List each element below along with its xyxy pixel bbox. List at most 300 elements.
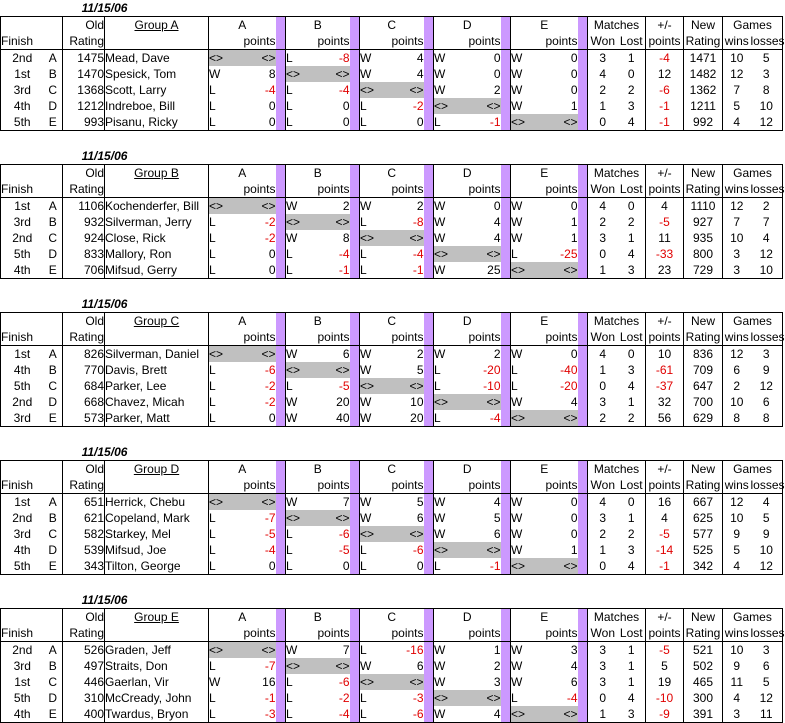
purple-divider: [578, 262, 588, 279]
lost-cell: 3: [618, 262, 646, 279]
won-cell: 2: [588, 526, 618, 542]
purple-divider: [276, 394, 286, 410]
finish-cell: 3rd: [1, 526, 44, 542]
result-cell: L: [360, 246, 380, 262]
cell: [44, 33, 63, 50]
purple-divider: [424, 230, 434, 246]
old-rating-cell: 310: [63, 690, 105, 706]
result-cell: W: [511, 542, 533, 558]
finish-cell: 5th: [1, 378, 44, 394]
purple-divider: [501, 410, 511, 427]
player-row: [1, 706, 783, 723]
points-cell: 0: [570, 66, 578, 81]
seed-cell: B: [48, 658, 57, 673]
points-header: points: [533, 625, 578, 642]
group-name: Group D: [105, 461, 209, 478]
result-cell: W: [286, 394, 306, 410]
lost-cell: 4: [627, 246, 635, 261]
empty-cell: [105, 575, 209, 593]
matches-header: Matches: [588, 165, 646, 182]
empty-cell: [231, 131, 276, 149]
empty-cell: [276, 427, 286, 445]
purple-divider: [350, 313, 360, 330]
purple-divider: [276, 477, 286, 494]
points-cell: 20: [380, 410, 424, 427]
won-cell: 0: [588, 246, 618, 262]
col-header-a: A: [209, 609, 276, 626]
new-rating-cell: 729: [684, 262, 723, 279]
old-rating-cell: 924: [63, 230, 105, 246]
self-match-cell: <>: [306, 658, 350, 674]
col-header-c: C: [360, 461, 424, 478]
self-match-cell: <>: [533, 706, 578, 723]
seed-cell: B: [48, 66, 57, 81]
purple-divider: [578, 526, 588, 542]
points-cell: 4: [493, 214, 501, 229]
empty-cell: [105, 279, 209, 297]
purple-divider: [578, 510, 588, 526]
result-cell: L: [360, 706, 380, 723]
result-cell: L: [360, 214, 380, 230]
result-cell: W: [286, 642, 306, 659]
points-header: points: [456, 329, 501, 346]
new-rating-cell: 391: [684, 706, 723, 723]
pm-points-header: points: [646, 477, 684, 494]
self-match-cell: <>: [533, 114, 578, 131]
purple-divider: [501, 706, 511, 723]
empty-cell: [511, 131, 533, 149]
sheet-row: [1, 279, 783, 297]
result-cell: W: [434, 346, 456, 363]
empty-cell: [511, 0, 533, 17]
empty-cell: [350, 0, 360, 17]
won-header: Won: [588, 625, 618, 642]
player-name: Scott, Larry: [105, 82, 209, 98]
points-cell: -4: [412, 246, 424, 261]
empty-cell: [511, 148, 533, 165]
purple-divider: [350, 394, 360, 410]
games-wins-cell: 2: [723, 378, 751, 394]
plus-minus-cell: -10: [646, 690, 684, 706]
player-row: [1, 214, 783, 230]
points-header: points: [231, 625, 276, 642]
points-cell: 2: [342, 198, 350, 213]
col-header-e: E: [511, 609, 578, 626]
empty-cell: [286, 427, 306, 445]
points-cell: -6: [380, 706, 424, 723]
finish-cell: 1st: [1, 674, 44, 690]
lost-cell: 4: [618, 558, 646, 575]
empty-cell: [578, 148, 588, 165]
won-header: Won: [588, 329, 618, 346]
empty-cell: [434, 131, 456, 149]
result-cell: L: [360, 262, 380, 279]
games-losses-cell: 7: [751, 214, 783, 230]
col-header-d: D: [434, 313, 501, 330]
empty-cell: [350, 131, 360, 149]
player-row: [1, 690, 783, 706]
old-rating-cell: 1368: [63, 82, 105, 98]
cell: [286, 181, 306, 198]
empty-cell: [424, 131, 434, 149]
empty-cell: [380, 0, 424, 17]
empty-cell: [276, 444, 286, 461]
sheet-row: [1, 329, 783, 346]
purple-divider: [424, 394, 434, 410]
empty-cell: [618, 148, 646, 165]
result-cell: W: [434, 658, 456, 674]
points-cell: -2: [264, 394, 276, 409]
self-match-cell: <>: [360, 378, 380, 394]
pm-points-header: points: [646, 181, 684, 198]
self-match-cell: <>: [511, 114, 533, 131]
empty-cell: [684, 279, 723, 297]
finish-cell: 4th: [1, 706, 44, 723]
lost-cell: 3: [627, 362, 635, 377]
wins-header: wins: [723, 329, 751, 346]
empty-cell: [434, 148, 456, 165]
purple-divider: [350, 230, 360, 246]
points-cell: 0: [570, 346, 578, 361]
player-row: [1, 510, 783, 526]
games-wins-cell: 3: [723, 706, 751, 723]
matches-header: Matches: [588, 461, 646, 478]
points-cell: -8: [412, 214, 424, 229]
purple-divider: [578, 313, 588, 330]
games-header: Games: [723, 461, 783, 478]
empty-cell: [618, 575, 646, 593]
empty-cell: [751, 296, 783, 313]
empty-cell: [578, 0, 588, 17]
self-match-cell: <>: [286, 658, 306, 674]
old-rating-cell: 1470: [63, 66, 105, 82]
empty-cell: [286, 0, 306, 17]
empty-cell: [231, 279, 276, 297]
plus-minus-cell: -5: [646, 642, 684, 659]
empty-cell: [511, 296, 533, 313]
result-cell: L: [286, 246, 306, 262]
old-rating-cell: 932: [63, 214, 105, 230]
rating-header: Rating: [63, 625, 105, 642]
cell: [209, 329, 231, 346]
result-cell: L: [360, 642, 380, 659]
group-date: 11/15/06: [1, 592, 209, 609]
empty-cell: [588, 131, 618, 149]
points-cell: -5: [338, 542, 350, 557]
result-cell: W: [511, 82, 533, 98]
seed-cell: A: [48, 198, 57, 213]
empty-cell: [209, 592, 231, 609]
purple-divider: [424, 329, 434, 346]
rating-header: Rating: [63, 181, 105, 198]
plus-minus-header: +/-: [646, 609, 684, 626]
cell: [511, 477, 533, 494]
player-row: [1, 642, 783, 659]
empty-cell: [684, 296, 723, 313]
rating-new-header: Rating: [684, 625, 723, 642]
player-row: [1, 526, 783, 542]
empty-cell: [306, 427, 350, 445]
purple-divider: [501, 50, 511, 67]
empty-cell: [306, 296, 350, 313]
rating-header: Rating: [63, 33, 105, 50]
old-rating-cell: 826: [63, 346, 105, 363]
plus-minus-header: +/-: [646, 461, 684, 478]
points-cell: 3: [570, 642, 578, 657]
player-row: [1, 542, 783, 558]
lost-cell: 1: [627, 230, 635, 245]
purple-divider: [501, 542, 511, 558]
old-rating-cell: 400: [63, 706, 105, 723]
points-cell: -2: [264, 230, 276, 245]
empty-cell: [501, 131, 511, 149]
games-losses-cell: 5: [751, 674, 783, 690]
lost-cell: 2: [627, 526, 635, 541]
purple-divider: [350, 82, 360, 98]
pm-points-header: points: [646, 329, 684, 346]
wins-header: wins: [723, 625, 751, 642]
points-cell: 0: [493, 50, 501, 65]
games-wins-cell: 10: [723, 642, 751, 659]
plus-minus-header: +/-: [646, 165, 684, 182]
points-header: points: [306, 477, 350, 494]
empty-cell: [380, 444, 424, 461]
result-cell: L: [209, 262, 231, 279]
self-match-cell: <>: [434, 246, 456, 262]
empty-cell: [723, 148, 751, 165]
purple-divider: [501, 329, 511, 346]
result-cell: W: [434, 66, 456, 82]
lost-cell: 1: [627, 394, 635, 409]
purple-divider: [578, 329, 588, 346]
new-rating-cell: 935: [684, 230, 723, 246]
lost-cell: 3: [627, 98, 635, 113]
result-cell: W: [434, 642, 456, 659]
finish-cell: 3rd: [1, 214, 44, 230]
purple-divider: [578, 214, 588, 230]
purple-divider: [424, 690, 434, 706]
games-wins-cell: 12: [723, 494, 751, 511]
cell: [286, 329, 306, 346]
plus-minus-cell: 12: [646, 66, 684, 82]
result-cell: W: [360, 410, 380, 427]
empty-cell: [588, 296, 618, 313]
lost-cell: 2: [627, 82, 635, 97]
empty-cell: [533, 0, 578, 17]
plus-minus-cell: 19: [646, 674, 684, 690]
empty-cell: [306, 575, 350, 593]
purple-divider: [350, 510, 360, 526]
lost-cell: 1: [627, 642, 635, 657]
empty-cell: [684, 592, 723, 609]
plus-minus-cell: 16: [646, 494, 684, 511]
old-rating-cell: 706: [63, 262, 105, 279]
purple-divider: [350, 66, 360, 82]
empty-cell: [684, 575, 723, 593]
games-losses-cell: 10: [751, 542, 783, 558]
player-row: [1, 114, 783, 131]
purple-divider: [350, 658, 360, 674]
result-cell: W: [434, 82, 456, 98]
old-rating-cell: 343: [63, 558, 105, 575]
result-cell: L: [209, 690, 231, 706]
player-name: Parker, Matt: [105, 410, 209, 427]
empty-cell: [588, 575, 618, 593]
purple-divider: [350, 674, 360, 690]
empty-cell: [231, 0, 276, 17]
cell: [360, 477, 380, 494]
games-losses-cell: 10: [751, 262, 783, 279]
purple-divider: [424, 526, 434, 542]
points-cell: 0: [570, 494, 578, 509]
new-header: New: [684, 461, 723, 478]
games-losses-cell: 11: [751, 706, 783, 723]
result-cell: W: [434, 214, 456, 230]
result-cell: L: [209, 82, 231, 98]
empty-cell: [618, 279, 646, 297]
empty-cell: [578, 296, 588, 313]
empty-cell: [360, 592, 380, 609]
purple-divider: [424, 346, 434, 363]
self-match-cell: <>: [306, 214, 350, 230]
empty-cell: [646, 444, 684, 461]
purple-divider: [424, 706, 434, 723]
new-rating-cell: 521: [684, 642, 723, 659]
empty-cell: [350, 444, 360, 461]
points-cell: -7: [264, 658, 276, 673]
empty-cell: [231, 296, 276, 313]
purple-divider: [350, 690, 360, 706]
losses-header: losses: [750, 625, 785, 640]
empty-cell: [618, 592, 646, 609]
empty-cell: [209, 279, 231, 297]
games-wins-cell: 9: [723, 658, 751, 674]
points-cell: 8: [268, 66, 276, 81]
result-cell: W: [360, 198, 380, 215]
games-wins-cell: 10: [723, 230, 751, 246]
result-cell: L: [209, 510, 231, 526]
cell: [434, 181, 456, 198]
points-cell: -8: [338, 50, 350, 65]
new-rating-cell: 465: [684, 674, 723, 690]
empty-cell: [286, 279, 306, 297]
empty-cell: [501, 279, 511, 297]
purple-divider: [578, 246, 588, 262]
empty-cell: [751, 148, 783, 165]
points-cell: 10: [410, 394, 424, 409]
empty-cell: [380, 296, 424, 313]
result-cell: L: [434, 410, 456, 427]
empty-cell: [456, 148, 501, 165]
points-cell: 0: [570, 82, 578, 97]
purple-divider: [501, 609, 511, 626]
lost-cell: 4: [627, 378, 635, 393]
empty-cell: [456, 592, 501, 609]
player-name: Silverman, Daniel: [105, 346, 209, 363]
purple-divider: [350, 558, 360, 575]
new-rating-cell: 667: [684, 494, 723, 511]
old-rating-cell: 684: [63, 378, 105, 394]
result-cell: W: [434, 494, 456, 511]
empty-cell: [1, 279, 44, 297]
seed-cell: E: [44, 114, 63, 131]
games-losses-cell: 3: [751, 66, 783, 82]
empty-cell: [646, 279, 684, 297]
empty-cell: [276, 131, 286, 149]
empty-cell: [684, 131, 723, 149]
sheet-row: [1, 444, 783, 461]
player-name: Mifsud, Joe: [105, 542, 209, 558]
purple-divider: [276, 230, 286, 246]
plus-minus-cell: -5: [646, 214, 684, 230]
points-cell: -1: [264, 690, 276, 705]
result-cell: W: [511, 510, 533, 526]
result-cell: W: [511, 642, 533, 659]
self-match-cell: <>: [209, 50, 231, 67]
empty-cell: [44, 279, 63, 297]
self-match-cell: <>: [533, 410, 578, 427]
purple-divider: [501, 313, 511, 330]
points-cell: 4: [570, 658, 578, 673]
empty-cell: [209, 148, 231, 165]
player-row: [1, 262, 783, 279]
cell: [511, 329, 533, 346]
purple-divider: [350, 198, 360, 215]
wins-header: wins: [723, 33, 751, 50]
points-cell: 1: [493, 642, 501, 657]
result-cell: W: [434, 706, 456, 723]
purple-divider: [501, 526, 511, 542]
purple-divider: [350, 165, 360, 182]
purple-divider: [276, 17, 286, 34]
points-cell: 1: [570, 542, 578, 557]
empty-cell: [751, 444, 783, 461]
seed-cell: E: [44, 262, 63, 279]
player-row: [1, 394, 783, 410]
points-cell: -4: [306, 706, 350, 723]
points-cell: -3: [412, 690, 424, 705]
points-cell: 4: [416, 50, 424, 65]
purple-divider: [424, 313, 434, 330]
sheet-row: [1, 0, 783, 17]
lost-cell: 4: [618, 114, 646, 131]
empty-cell: [380, 279, 424, 297]
points-cell: 4: [493, 230, 501, 245]
lost-cell: 0: [627, 494, 635, 509]
purple-divider: [424, 50, 434, 67]
points-header: points: [533, 477, 578, 494]
empty-cell: [276, 0, 286, 17]
cell: [286, 625, 306, 642]
purple-divider: [276, 329, 286, 346]
new-rating-cell: 300: [684, 690, 723, 706]
finish-cell: 5th: [1, 114, 44, 131]
points-cell: 20: [336, 394, 350, 409]
old-header: Old: [63, 461, 105, 478]
purple-divider: [424, 558, 434, 575]
sheet-row: [1, 625, 783, 642]
won-cell: 3: [588, 230, 618, 246]
games-header: Games: [723, 313, 783, 330]
result-cell: W: [434, 50, 456, 67]
self-match-cell: <>: [360, 674, 380, 690]
result-cell: L: [360, 558, 380, 575]
games-losses-cell: 4: [751, 230, 783, 246]
sheet-row: [1, 131, 783, 149]
purple-divider: [424, 33, 434, 50]
seed-cell: A: [48, 346, 57, 361]
result-cell: W: [511, 394, 533, 410]
